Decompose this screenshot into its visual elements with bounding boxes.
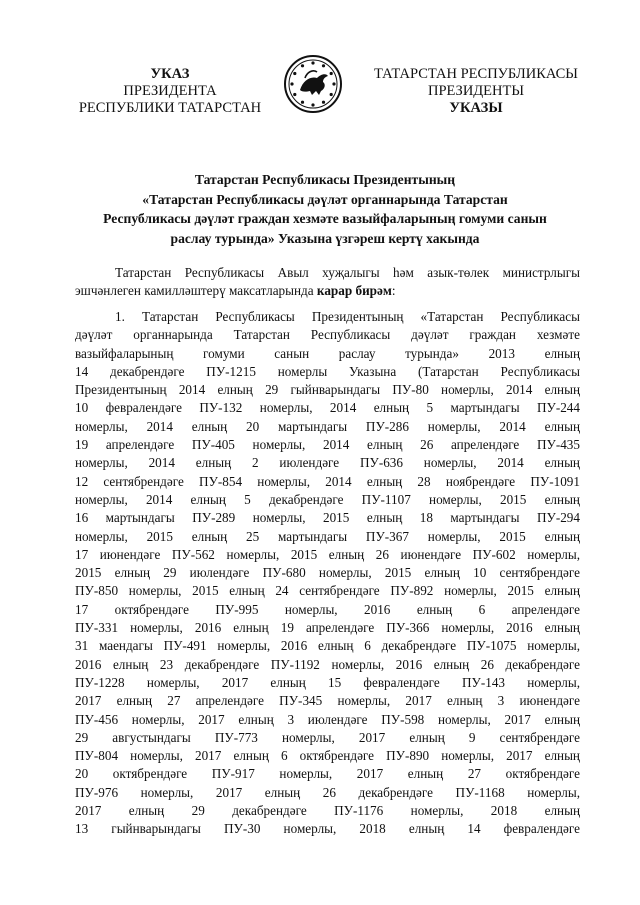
title-line-2: «Татарстан Республикасы дәүләт органнарында Татарстан <box>142 191 508 207</box>
title-line-1: Татарстан Республикасы Президентының <box>194 172 456 187</box>
document-header <box>0 66 640 126</box>
header-russian <box>60 66 280 117</box>
decree-phrase: карар бирәм <box>316 283 392 298</box>
body-line: дәүләт органнарында Татарстан Республикасы дәүләт граждан хезмәте <box>75 327 580 343</box>
body-line: 17 июнендәге ПУ-562 номерлы, 2015 елның 26 июнендәге ПУ-602 номерлы, <box>75 546 580 562</box>
body-line: 2016 елның 23 декабрендәге ПУ-1192 номерлы, 2016 елның 26 декабрендәге <box>75 656 580 672</box>
title-line-3: Республикасы дәүләт граждан хезмәте вазыйфаларының гомуми санын <box>103 211 547 226</box>
body-line: ПУ-1228 номерлы, 2017 елның 15 февралендәге ПУ-143 номерлы, <box>75 674 580 690</box>
body-line: 16 мартындагы ПУ-289 номерлы, 2015 елның 18 мартындагы ПУ-294 <box>75 510 580 526</box>
header-left-line-3: РЕСПУБЛИКИ ТАТАРСТАН <box>78 100 262 116</box>
body-line: номерлы, 2014 елның 20 мартындагы ПУ-286 номерлы, 2014 елның <box>75 418 580 434</box>
body-line: ПУ-850 номерлы, 2015 елның 24 сентябрендәге ПУ-892 номерлы, 2015 елның <box>75 583 580 599</box>
body-line: Президентының 2014 елның 29 гыйнварындагы ПУ-80 номерлы, 2014 елның <box>75 382 580 398</box>
header-left-line-2: ПРЕЗИДЕНТА <box>123 83 217 99</box>
body-line: 20 октябрендәге ПУ-917 номерлы, 2017 елның 27 октябрендәге <box>75 766 580 782</box>
decree-body <box>75 308 580 839</box>
body-line: ПУ-331 номерлы, 2016 елның 19 апрелендәге ПУ-366 номерлы, 2016 елның <box>75 620 580 636</box>
body-line: 14 декабрендәге ПУ-1215 номерлы Указына (Татарстан Республикасы <box>75 363 580 379</box>
header-tatar <box>356 66 596 117</box>
body-line: 17 октябрендәге ПУ-995 номерлы, 2016 елның 6 апрелендәге <box>75 601 580 617</box>
body-line: 19 апрелендәге ПУ-405 номерлы, 2014 елның 26 апрелендәге ПУ-435 <box>75 437 580 453</box>
body-line: ПУ-804 номерлы, 2017 елның 6 октябрендәге ПУ-890 номерлы, 2017 елның <box>75 748 580 764</box>
body-line: номерлы, 2015 елның 25 мартындагы ПУ-367 номерлы, 2015 елның <box>75 528 580 544</box>
header-right-line-1: ТАТАРСТАН РЕСПУБЛИКАСЫ <box>374 66 578 82</box>
body-line: 10 февралендәге ПУ-132 номерлы, 2014 елның 5 мартындагы ПУ-244 <box>75 400 580 416</box>
body-line: ПУ-976 номерлы, 2017 елның 26 декабрендәге ПУ-1168 номерлы, <box>75 784 580 800</box>
intro-line-1: Татарстан Республикасы Авыл хуҗалыгы һәм азык-төлек министрлыгы <box>115 265 580 280</box>
title-line-4: раслау турында» Указына үзгәреш кертү хакында <box>170 230 480 246</box>
intro-paragraph <box>75 264 580 300</box>
body-line: 13 гыйнварындагы ПУ-30 номерлы, 2018 елның 14 февралендәге <box>75 821 580 837</box>
document-title <box>60 170 590 248</box>
header-right-line-2: ПРЕЗИДЕНТЫ <box>427 83 525 99</box>
body-line: 12 сентябрендәге ПУ-854 номерлы, 2014 елның 28 ноябрендәге ПУ-1091 <box>75 473 580 489</box>
body-line: ПУ-456 номерлы, 2017 елның 3 июлендәге ПУ-598 номерлы, 2017 елның <box>75 711 580 727</box>
intro-line-2 <box>75 282 580 300</box>
intro-text: эшчәнлеген камилләштерү максатларында <box>75 283 314 298</box>
body-line: номерлы, 2014 елның 2 июлендәге ПУ-636 номерлы, 2014 елның <box>75 455 580 471</box>
header-right-line-3: УКАЗЫ <box>449 100 503 116</box>
body-line: 2017 елның 27 апрелендәге ПУ-345 номерлы, 2017 елның 3 июнендәге <box>75 693 580 709</box>
body-line: 31 маендагы ПУ-491 номерлы, 2016 елның 6 декабрендәге ПУ-1075 номерлы, <box>75 638 580 654</box>
body-line: 29 августындагы ПУ-773 номерлы, 2017 елның 9 сентябрендәге <box>75 729 580 745</box>
body-line: 2017 елның 29 декабрендәге ПУ-1176 номерлы, 2018 елның <box>75 803 580 819</box>
intro-colon: : <box>391 283 396 298</box>
header-left-line-1: УКАЗ <box>150 66 190 82</box>
body-line: номерлы, 2014 елның 5 декабрендәге ПУ-1107 номерлы, 2015 елның <box>75 491 580 507</box>
body-line: 2015 елның 29 июлендәге ПУ-680 номерлы, 2015 елның 10 сентябрендәге <box>75 565 580 581</box>
body-line: вазыйфаларының гомуми санын раслау турында» 2013 елның <box>75 345 580 361</box>
body-line: 1. Татарстан Республикасы Президентының «Татарстан Республикасы <box>115 309 580 324</box>
tatarstan-emblem-icon <box>283 54 343 114</box>
